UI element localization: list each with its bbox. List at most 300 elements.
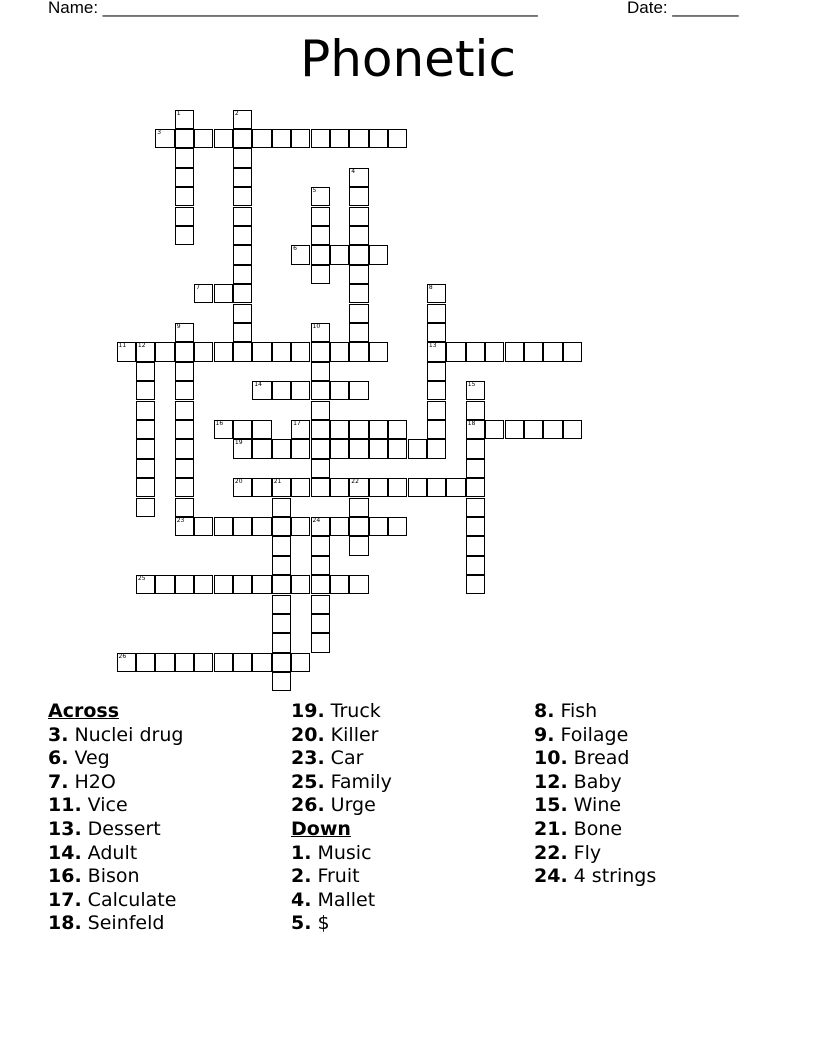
grid-cell[interactable] — [369, 439, 388, 458]
clue-text: Killer — [330, 723, 379, 746]
grid-cell[interactable] — [175, 517, 194, 536]
grid-cell[interactable] — [349, 168, 368, 187]
grid-cell[interactable] — [175, 323, 194, 342]
grid-cell[interactable] — [136, 439, 155, 458]
clue-text: Bison — [87, 865, 140, 888]
down-heading: Down — [291, 817, 351, 840]
clue-text: Vice — [87, 794, 128, 817]
grid-cell[interactable] — [291, 653, 310, 672]
grid-cell[interactable] — [272, 595, 291, 614]
grid-cell[interactable] — [466, 517, 485, 536]
grid-cell[interactable] — [466, 478, 485, 497]
grid-cell[interactable] — [311, 323, 330, 342]
grid-cell[interactable] — [214, 420, 233, 439]
grid-cell[interactable] — [136, 498, 155, 517]
grid-cell[interactable] — [311, 265, 330, 284]
clue-item — [48, 794, 288, 818]
clue-number: 25. — [291, 770, 325, 793]
clue-number: 6. — [48, 747, 69, 770]
clue-text: Adult — [87, 841, 138, 864]
grid-cell[interactable] — [175, 207, 194, 226]
grid-cell[interactable] — [369, 129, 388, 148]
grid-clue-number: 6 — [293, 245, 297, 253]
clue-item — [291, 771, 531, 795]
grid-clue-number: 11 — [118, 342, 127, 350]
grid-clue-number: 13 — [428, 342, 437, 350]
grid-cell[interactable] — [466, 420, 485, 439]
grid-cell[interactable] — [388, 439, 407, 458]
grid-cell[interactable] — [427, 362, 446, 381]
grid-cell[interactable] — [214, 575, 233, 594]
grid-cell[interactable] — [330, 478, 349, 497]
grid-cell[interactable] — [175, 420, 194, 439]
grid-cell[interactable] — [175, 187, 194, 206]
grid-cell[interactable] — [291, 420, 310, 439]
grid-cell[interactable] — [543, 420, 562, 439]
grid-cell[interactable] — [272, 633, 291, 652]
grid-cell[interactable] — [427, 478, 446, 497]
grid-cell[interactable] — [175, 653, 194, 672]
grid-cell[interactable] — [349, 323, 368, 342]
grid-cell[interactable] — [272, 536, 291, 555]
grid-clue-number: 7 — [196, 284, 200, 292]
clue-number: 24. — [534, 865, 568, 888]
grid-cell[interactable] — [272, 575, 291, 594]
clue-text: Seinfeld — [87, 912, 165, 935]
grid-cell[interactable] — [272, 381, 291, 400]
grid-cell[interactable] — [175, 168, 194, 187]
grid-cell[interactable] — [194, 653, 213, 672]
clue-number: 23. — [291, 747, 325, 770]
clue-number: 15. — [534, 794, 568, 817]
grid-cell[interactable] — [233, 226, 252, 245]
clue-text: Fish — [560, 700, 598, 722]
grid-cell[interactable] — [136, 381, 155, 400]
grid-cell[interactable] — [466, 498, 485, 517]
grid-cell[interactable] — [136, 420, 155, 439]
grid-cell[interactable] — [194, 575, 213, 594]
grid-cell[interactable] — [311, 478, 330, 497]
grid-cell[interactable] — [466, 459, 485, 478]
grid-cell[interactable] — [427, 401, 446, 420]
clue-item — [48, 889, 288, 913]
grid-cell[interactable] — [233, 420, 252, 439]
grid-cell[interactable] — [466, 401, 485, 420]
grid-cell[interactable] — [330, 245, 349, 264]
grid-cell[interactable] — [291, 342, 310, 361]
grid-cell[interactable] — [194, 517, 213, 536]
grid-cell[interactable] — [349, 207, 368, 226]
page-title: Phonetic — [300, 30, 516, 88]
grid-cell[interactable] — [408, 439, 427, 458]
clue-number: 22. — [534, 841, 568, 864]
grid-clue-number: 10 — [312, 322, 321, 330]
grid-cell[interactable] — [349, 478, 368, 497]
grid-cell[interactable] — [291, 245, 310, 264]
clue-item — [534, 842, 774, 866]
grid-cell[interactable] — [330, 129, 349, 148]
clue-number: 1. — [291, 841, 312, 864]
clue-text: Fruit — [317, 865, 360, 888]
grid-cell[interactable] — [291, 575, 310, 594]
clue-text: Bread — [573, 747, 630, 770]
grid-cell[interactable] — [311, 536, 330, 555]
grid-cell[interactable] — [233, 148, 252, 167]
clue-item — [534, 700, 774, 724]
grid-cell[interactable] — [505, 420, 524, 439]
grid-cell[interactable] — [272, 517, 291, 536]
clue-number: 2. — [291, 865, 312, 888]
grid-cell[interactable] — [369, 245, 388, 264]
grid-cell[interactable] — [311, 556, 330, 575]
grid-cell[interactable] — [194, 342, 213, 361]
clue-number: 12. — [534, 770, 568, 793]
grid-cell[interactable] — [136, 653, 155, 672]
grid-cell[interactable] — [427, 342, 446, 361]
grid-cell[interactable] — [369, 420, 388, 439]
grid-cell[interactable] — [233, 323, 252, 342]
grid-cell[interactable] — [311, 381, 330, 400]
clue-text: Truck — [330, 700, 381, 722]
grid-cell[interactable] — [252, 478, 271, 497]
grid-cell[interactable] — [311, 245, 330, 264]
clue-item — [48, 724, 288, 748]
clue-item — [534, 771, 774, 795]
grid-cell[interactable] — [311, 439, 330, 458]
grid-cell[interactable] — [272, 439, 291, 458]
grid-cell[interactable] — [233, 653, 252, 672]
grid-cell[interactable] — [252, 381, 271, 400]
grid-cell[interactable] — [291, 129, 310, 148]
grid-cell[interactable] — [136, 575, 155, 594]
clue-number: 20. — [291, 723, 325, 746]
grid-cell[interactable] — [349, 245, 368, 264]
clue-number: 9. — [534, 723, 555, 746]
grid-cell[interactable] — [466, 381, 485, 400]
grid-cell[interactable] — [311, 401, 330, 420]
grid-cell[interactable] — [369, 342, 388, 361]
grid-cell[interactable] — [175, 439, 194, 458]
grid-cell[interactable] — [311, 362, 330, 381]
grid-cell[interactable] — [175, 342, 194, 361]
grid-cell[interactable] — [233, 439, 252, 458]
clue-text: Calculate — [87, 888, 177, 911]
grid-clue-number: 8 — [428, 284, 433, 292]
clue-item — [534, 747, 774, 771]
clue-number: 8. — [534, 700, 555, 722]
grid-cell[interactable] — [427, 284, 446, 303]
clue-number: 26. — [291, 794, 325, 817]
grid-cell[interactable] — [194, 129, 213, 148]
clue-text: Fly — [573, 841, 602, 864]
grid-cell[interactable] — [311, 226, 330, 245]
grid-cell[interactable] — [175, 110, 194, 129]
grid-cell[interactable] — [291, 478, 310, 497]
clue-text: Music — [317, 841, 372, 864]
clue-item — [291, 747, 531, 771]
grid-cell[interactable] — [233, 478, 252, 497]
grid-cell[interactable] — [446, 478, 465, 497]
clue-item — [291, 842, 531, 866]
grid-cell[interactable] — [175, 148, 194, 167]
grid-cell[interactable] — [252, 342, 271, 361]
grid-clue-number: 21 — [273, 478, 282, 486]
clue-item — [48, 912, 288, 936]
grid-cell[interactable] — [349, 420, 368, 439]
grid-cell[interactable] — [252, 420, 271, 439]
grid-cell[interactable] — [233, 245, 252, 264]
clue-item — [291, 912, 531, 936]
grid-cell[interactable] — [330, 420, 349, 439]
grid-cell[interactable] — [427, 323, 446, 342]
clue-item — [291, 889, 531, 913]
grid-cell[interactable] — [194, 284, 213, 303]
grid-cell[interactable] — [524, 342, 543, 361]
grid-cell[interactable] — [388, 129, 407, 148]
clue-text: Mallet — [317, 888, 376, 911]
grid-cell[interactable] — [252, 653, 271, 672]
grid-clue-number: 23 — [176, 516, 185, 524]
grid-cell[interactable] — [349, 342, 368, 361]
grid-cell[interactable] — [291, 439, 310, 458]
grid-cell[interactable] — [214, 129, 233, 148]
grid-cell[interactable] — [233, 187, 252, 206]
grid-cell[interactable] — [233, 168, 252, 187]
grid-clue-number: 18 — [467, 419, 476, 427]
grid-cell[interactable] — [136, 362, 155, 381]
clue-column-2 — [291, 700, 531, 936]
grid-cell[interactable] — [155, 575, 174, 594]
grid-cell[interactable] — [233, 284, 252, 303]
clue-text: $ — [317, 912, 330, 935]
grid-clue-number: 5 — [312, 187, 317, 195]
clue-number: 4. — [291, 888, 312, 911]
grid-cell[interactable] — [155, 129, 174, 148]
grid-clue-number: 14 — [254, 381, 262, 389]
grid-cell[interactable] — [233, 110, 252, 129]
grid-cell[interactable] — [155, 342, 174, 361]
grid-clue-number: 2 — [234, 109, 239, 117]
grid-cell[interactable] — [233, 517, 252, 536]
clue-item — [48, 771, 288, 795]
grid-cell[interactable] — [272, 614, 291, 633]
grid-cell[interactable] — [175, 129, 194, 148]
grid-cell[interactable] — [349, 517, 368, 536]
grid-cell[interactable] — [311, 575, 330, 594]
grid-cell[interactable] — [349, 284, 368, 303]
clue-number: 7. — [48, 770, 69, 793]
grid-cell[interactable] — [311, 614, 330, 633]
clue-item — [291, 865, 531, 889]
grid-clue-number: 19 — [234, 439, 243, 447]
grid-cell[interactable] — [311, 517, 330, 536]
grid-cell[interactable] — [349, 129, 368, 148]
clue-number: 10. — [534, 747, 568, 770]
grid-cell[interactable] — [311, 459, 330, 478]
grid-cell[interactable] — [311, 342, 330, 361]
clue-text: Wine — [573, 794, 622, 817]
grid-cell[interactable] — [330, 517, 349, 536]
grid-cell[interactable] — [311, 207, 330, 226]
grid-cell[interactable] — [272, 478, 291, 497]
grid-cell[interactable] — [446, 342, 465, 361]
grid-cell[interactable] — [252, 439, 271, 458]
grid-cell[interactable] — [349, 226, 368, 245]
grid-cell[interactable] — [563, 420, 582, 439]
clue-item — [534, 794, 774, 818]
grid-clue-number: 15 — [467, 381, 476, 389]
grid-cell[interactable] — [427, 439, 446, 458]
clue-text: Dessert — [87, 817, 161, 840]
grid-cell[interactable] — [175, 381, 194, 400]
grid-cell[interactable] — [175, 575, 194, 594]
clue-text: Veg — [74, 747, 110, 770]
grid-cell[interactable] — [136, 478, 155, 497]
grid-cell[interactable] — [466, 439, 485, 458]
grid-cell[interactable] — [272, 672, 291, 691]
grid-cell[interactable] — [408, 478, 427, 497]
grid-cell[interactable] — [311, 420, 330, 439]
grid-clue-number: 1 — [176, 109, 181, 117]
clue-item — [534, 818, 774, 842]
grid-cell[interactable] — [388, 420, 407, 439]
grid-cell[interactable] — [311, 129, 330, 148]
grid-cell[interactable] — [524, 420, 543, 439]
grid-cell[interactable] — [349, 187, 368, 206]
grid-cell[interactable] — [349, 381, 368, 400]
grid-cell[interactable] — [485, 420, 504, 439]
grid-cell[interactable] — [349, 575, 368, 594]
grid-cell[interactable] — [349, 536, 368, 555]
grid-cell[interactable] — [466, 342, 485, 361]
grid-clue-number: 9 — [176, 322, 181, 330]
grid-clue-number: 26 — [118, 652, 127, 660]
grid-cell[interactable] — [214, 284, 233, 303]
clue-column-3 — [534, 700, 774, 889]
grid-cell[interactable] — [272, 653, 291, 672]
grid-cell[interactable] — [252, 517, 271, 536]
grid-cell[interactable] — [175, 498, 194, 517]
date-field-label: Date: _______ — [627, 0, 739, 17]
grid-cell[interactable] — [214, 653, 233, 672]
clue-text: Family — [330, 770, 392, 793]
grid-cell[interactable] — [505, 342, 524, 361]
clue-item — [291, 794, 531, 818]
grid-cell[interactable] — [272, 556, 291, 575]
name-field-label: Name: ______________________________________________ — [48, 0, 538, 17]
clue-item — [48, 818, 288, 842]
grid-cell[interactable] — [330, 342, 349, 361]
clue-number: 19. — [291, 700, 325, 722]
grid-cell[interactable] — [311, 187, 330, 206]
grid-cell[interactable] — [214, 342, 233, 361]
grid-cell[interactable] — [349, 304, 368, 323]
grid-cell[interactable] — [233, 207, 252, 226]
grid-clue-number: 20 — [234, 478, 243, 486]
grid-cell[interactable] — [175, 478, 194, 497]
grid-cell[interactable] — [136, 459, 155, 478]
grid-cell[interactable] — [311, 633, 330, 652]
clue-item — [48, 842, 288, 866]
grid-cell[interactable] — [175, 362, 194, 381]
clue-item — [534, 865, 774, 889]
clue-number: 18. — [48, 912, 82, 935]
across-heading: Across — [48, 700, 120, 722]
grid-cell[interactable] — [369, 517, 388, 536]
grid-cell[interactable] — [349, 265, 368, 284]
clue-text: Foilage — [560, 723, 629, 746]
clue-item — [291, 724, 531, 748]
grid-cell[interactable] — [214, 517, 233, 536]
grid-cell[interactable] — [136, 342, 155, 361]
grid-cell[interactable] — [369, 478, 388, 497]
grid-cell[interactable] — [466, 536, 485, 555]
grid-clue-number: 16 — [215, 419, 224, 427]
clue-number: 13. — [48, 817, 82, 840]
grid-cell[interactable] — [427, 381, 446, 400]
grid-clue-number: 12 — [137, 342, 146, 350]
grid-cell[interactable] — [155, 653, 174, 672]
clue-text: Bone — [573, 817, 623, 840]
grid-clue-number: 22 — [351, 478, 359, 486]
clue-text: Car — [330, 747, 364, 770]
grid-cell[interactable] — [272, 498, 291, 517]
grid-cell[interactable] — [466, 556, 485, 575]
grid-cell[interactable] — [117, 342, 136, 361]
grid-cell[interactable] — [233, 265, 252, 284]
grid-cell[interactable] — [349, 439, 368, 458]
grid-cell[interactable] — [233, 129, 252, 148]
clue-item — [48, 865, 288, 889]
clue-number: 11. — [48, 794, 82, 817]
grid-cell[interactable] — [175, 401, 194, 420]
grid-cell[interactable] — [252, 129, 271, 148]
clue-item — [534, 724, 774, 748]
clue-number: 17. — [48, 888, 82, 911]
grid-cell[interactable] — [291, 381, 310, 400]
grid-cell[interactable] — [233, 342, 252, 361]
grid-cell[interactable] — [136, 401, 155, 420]
grid-cell[interactable] — [330, 381, 349, 400]
clue-text: Baby — [573, 770, 622, 793]
grid-cell[interactable] — [563, 342, 582, 361]
grid-clue-number: 4 — [351, 167, 356, 175]
grid-cell[interactable] — [427, 304, 446, 323]
grid-cell[interactable] — [233, 575, 252, 594]
grid-cell[interactable] — [233, 304, 252, 323]
grid-cell[interactable] — [466, 575, 485, 594]
grid-cell[interactable] — [272, 129, 291, 148]
grid-cell[interactable] — [117, 653, 136, 672]
grid-cell[interactable] — [330, 439, 349, 458]
grid-cell[interactable] — [349, 498, 368, 517]
grid-cell[interactable] — [388, 478, 407, 497]
grid-cell[interactable] — [388, 517, 407, 536]
grid-cell[interactable] — [291, 517, 310, 536]
grid-cell[interactable] — [330, 575, 349, 594]
grid-cell[interactable] — [311, 595, 330, 614]
grid-cell[interactable] — [427, 420, 446, 439]
grid-cell[interactable] — [485, 342, 504, 361]
grid-cell[interactable] — [175, 226, 194, 245]
grid-cell[interactable] — [543, 342, 562, 361]
grid-cell[interactable] — [175, 459, 194, 478]
grid-cell[interactable] — [252, 575, 271, 594]
grid-cell[interactable] — [272, 342, 291, 361]
clue-text: 4 strings — [573, 865, 657, 888]
clue-text: Urge — [330, 794, 376, 817]
clue-column-1 — [48, 700, 288, 936]
